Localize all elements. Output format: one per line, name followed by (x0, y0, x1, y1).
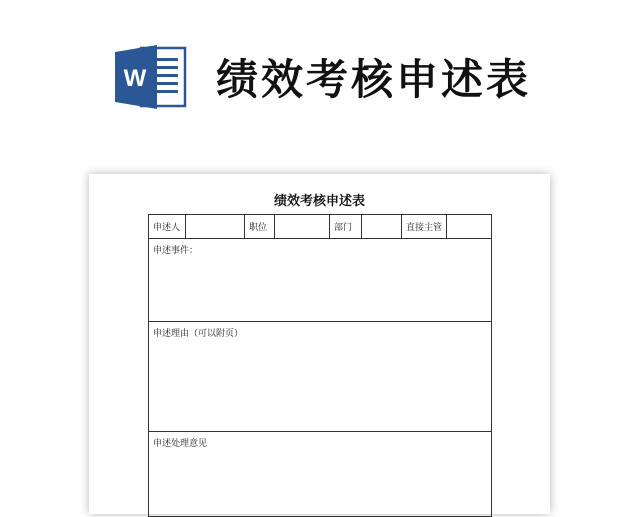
position-field[interactable] (275, 215, 330, 239)
event-label: 申述事件： (153, 246, 199, 256)
event-field[interactable] (149, 239, 492, 322)
appeal-form-table (148, 214, 492, 517)
department-field[interactable] (362, 215, 402, 239)
banner (0, 0, 640, 150)
header-row (149, 215, 492, 239)
word-icon (113, 44, 187, 110)
supervisor-field[interactable] (447, 215, 492, 239)
department-label: 部门 (330, 215, 362, 239)
position-label: 职位 (245, 215, 275, 239)
document-page (89, 174, 550, 514)
banner-title: 绩效考核申述表 (216, 55, 532, 104)
supervisor-label: 直接主管 (402, 215, 447, 239)
reason-row (149, 322, 492, 432)
reason-label: 申述理由（可以附页） (153, 329, 244, 339)
applicant-label: 申述人 (149, 215, 186, 239)
event-row (149, 239, 492, 322)
word-icon-letter: W (123, 65, 147, 92)
document-title: 绩效考核申述表 (273, 194, 365, 209)
handling-field[interactable] (149, 432, 492, 517)
reason-field[interactable] (149, 322, 492, 432)
handling-label: 申述处理意见 (153, 439, 208, 449)
applicant-field[interactable] (186, 215, 245, 239)
handling-row (149, 432, 492, 517)
